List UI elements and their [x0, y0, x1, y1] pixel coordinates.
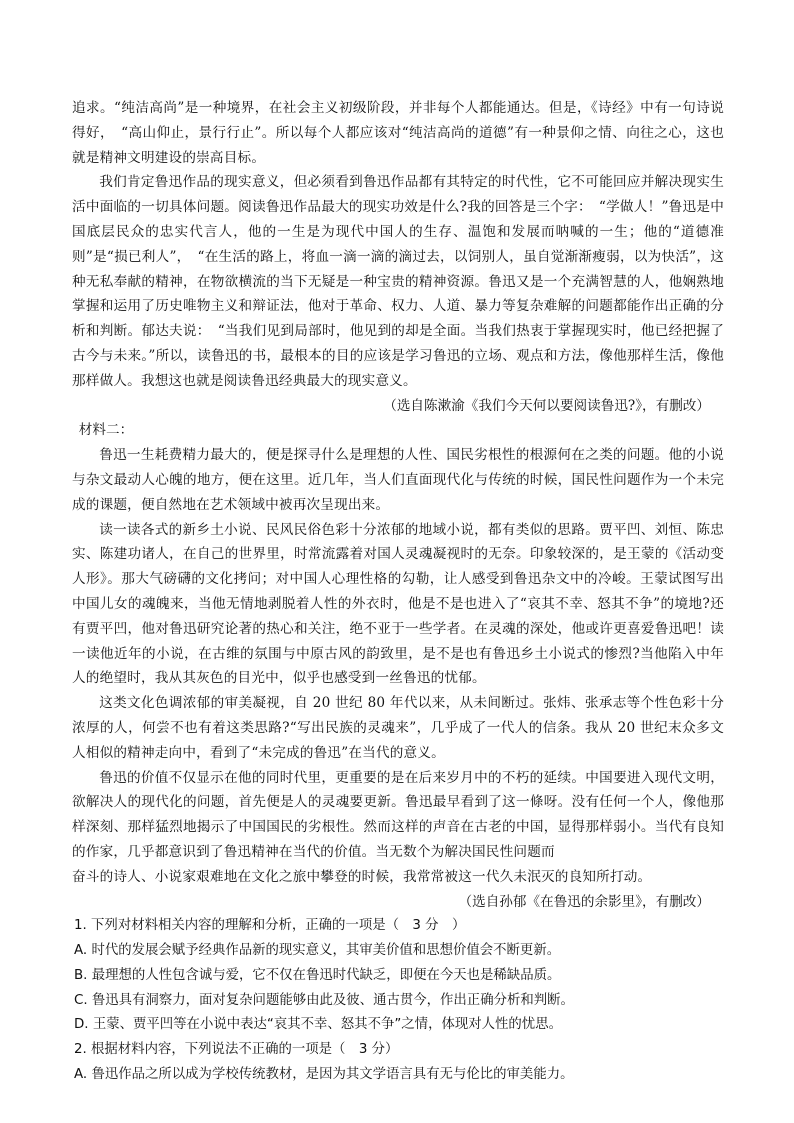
question-1-option-b: B. 最理想的人性包含诚与爱，它不仅在鲁迅时代缺乏，即便在今天也是稀缺品质。: [74, 967, 561, 983]
material2-paragraph-1: 鲁迅一生耗费精力最大的，便是探寻什么是理想的人性、国民劣根性的根源何在之类的问题。他的小说与杂文最动人心魄的地方，便在这里。近几年，当人们直面现代化与传统的时候，国民性问题作为一个未完成的课题，便自然地在艺术领域中被再次呈现出来。: [72, 447, 724, 513]
question-1-stem: 1. 下列对材料相关内容的理解和分析，正确的一项是（ 3 分 ）: [74, 918, 466, 934]
material2-heading: 材料二：: [78, 422, 134, 439]
material2-paragraph-4: 鲁迅的价值不仅显示在他的同时代里，更重要的是在后来岁月中的不朽的延续。中国要进入现代文明，欲解决人的现代化的问题，首先便是人的灵魂要更新。鲁迅最早看到了这一條呀。没有任何一个人，像他那样深刻、那样猛烈地揭示了中国国民的劣根性。然而这样的声音在古老的中国，显得那样弱小。当代有良知的作家，几乎都意识到了鲁迅精神在当代的价值。当无数个为解决国民性问题而: [72, 769, 724, 860]
question-1-option-c: C. 鲁迅具有洞察力，面对复杂问题能够由此及彼、通古贯今，作出正确分析和判断。: [74, 992, 574, 1008]
material2-paragraph-2: 读一读各式的新乡土小说、民风民俗色彩十分浓郁的地域小说，都有类似的思路。贾平凹、刘恒、陈忠实、陈建功诸人，在自己的世界里，时常流露着对国人灵魂凝视时的无奈。印象较深的，是王蒙的《活动变人形》。那大气磅礴的文化拷问；对中国人心理性格的勾勒，让人感受到鲁迅杂文中的冷峻。王蒙试图写出中国儿女的魂魄来，当他无情地剥脱着人性的外衣时，他是不是也进入了“哀其不幸、怒其不争”的境地?还有贾平凹，他对鲁迅研究论著的热心和关注，绝不亚于一些学者。在灵魂的深处，他或许更喜爱鲁迅吧！读一读他近年的小说，在古维的氛围与中原古风的韵致里，是不是也有鲁迅乡土小说式的惨烈?当他陷入中年人的绝望时，我从其灰色的目光中，似乎也感受到一丝鲁迅的忧郁。: [72, 521, 724, 687]
material2-paragraph-3: 这类文化色调浓郁的审美凝视，自 20 世纪 80 年代以来，从未间断过。张炜、张承志等个性色彩十分浓厚的人，何尝不也有着这类思路?“写出民族的灵魂来”，几乎成了一代人的信条。我从 20 世纪末众多文人相似的精神走向中，看到了“未完成的鲁迅”在当代的意义。: [72, 695, 724, 761]
question-2-stem: 2. 根据材料内容，下列说法不正确的一项是（ 3 分）: [74, 1042, 399, 1058]
material2-paragraph-5: 奋斗的诗人、小说家艰难地在文化之旅中攀登的时候，我常常被这一代久未泯灭的良知所打动。: [72, 868, 652, 885]
question-1-option-d: D. 王蒙、贾平凹等在小说中表达“哀其不幸、怒其不争”之情，体现对人性的忧思。: [74, 1017, 562, 1033]
question-2-option-a: A. 鲁迅作品之所以成为学校传统教材，是因为其文学语言具有无与伦比的审美能力。: [74, 1067, 574, 1083]
material1-source: （选自陈漱渝《我们今天何以要阅读鲁迅?》，有删改）: [383, 397, 710, 414]
document-page: [72, 96, 724, 1088]
material1-paragraph-2: 我们肯定鲁迅作品的现实意义，但必须看到鲁迅作品都有其特定的时代性，它不可能回应并解决现实生活中面临的一切具体问题。阅读鲁迅作品最大的现实功效是什么?我的回答是三个字： “学做人！”鲁迅是中国底层民众的忠实代言人，他的一生是为现代中国人的生存、温饱和发展而呐喊的一生；他的“道德准则”是“损已利人”， “在生活的路上，将血一滴一滴的滴过去，以饲别人，虽自觉渐渐瘦弱，以为快活”，这种无私奉献的精神，在物欲横流的当下无疑是一种宝贵的精神资源。鲁迅又是一个充满智慧的人，他娴熟地掌握和运用了历史唯物主义和辩证法，他对于革命、权力、人道、暴力等复杂难解的问题都能作出正确的分析和判断。郁达夫说： “当我们见到局部时，他见到的却是全面。当我们热衷于掌握现实时，他已经把握了古今与未来。”所以，读鲁迅的书，最根本的目的应该是学习鲁迅的立场、观点和方法，像他那样生活，像他那样做人。我想这也就是阅读鲁迅经典最大的现实意义。: [72, 174, 724, 389]
question-1-option-a: A. 时代的发展会赋予经典作品新的现实意义，其审美价值和思想价值会不断更新。: [74, 943, 561, 959]
material1-paragraph-1: 追求。“纯洁高尚”是一种境界，在社会主义初级阶段，并非每个人都能通达。但是，《诗经》中有一句诗说得好， “高山仰止，景行行止”。所以每个人都应该对“纯洁高尚的道德”有一种景仰之情、向往之心，这也就是精神文明建设的崇高目标。: [72, 100, 724, 166]
material2-source: （选自孙郁《在鲁迅的余影里》，有删改）: [458, 893, 710, 910]
